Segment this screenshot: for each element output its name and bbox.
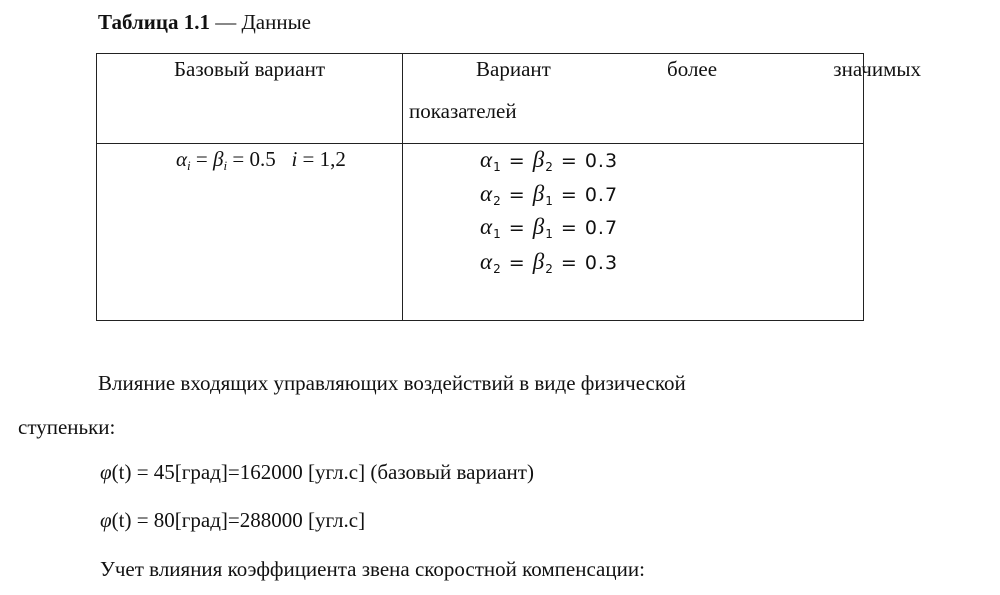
header-word-1: Вариант [476,57,551,81]
header-significant-variant [476,57,921,82]
alpha-symbol: α [480,147,494,172]
index-range: = 1,2 [297,147,346,171]
variant-formula-1: $\alpha_1 = \beta_2 = 0.3$ [480,147,619,174]
beta-subscript: i [223,158,228,173]
phi-value: = 45 [131,460,175,484]
paragraph-compensation: Учет влияния коэффициента звена скоростной компенсации: [100,557,645,581]
beta-subscript: 2 [545,262,554,276]
caption-title: — Данные [209,10,312,34]
variant-formula-3: $\alpha_1 = \beta_1 = 0.7$ [480,214,619,241]
beta-symbol: β [532,214,546,239]
beta-symbol: β [532,181,546,206]
table-border-left [96,53,97,321]
alpha-subscript: 1 [493,227,502,241]
variant-value: 0.3 [584,150,619,172]
table-border-bottom [96,320,864,321]
alpha-subscript: i [187,158,191,173]
beta-symbol: β [213,147,224,171]
alpha-subscript: 2 [493,262,502,276]
beta-subscript: 1 [545,227,554,241]
beta-subscript: 2 [545,160,554,174]
table-column-divider [402,53,403,321]
variant-value: 0.7 [584,217,619,239]
index-symbol: i [291,147,298,171]
formula-rest: [град]=288000 [угл.с] [174,508,366,532]
equals-sign: = [190,147,213,171]
paragraph-influence-line2: ступеньки: [18,415,116,439]
phi-argument: (t) [111,460,132,484]
header-word-3: значимых [833,57,921,81]
variant-formula-4: $\alpha_2 = \beta_2 = 0.3$ [480,249,619,276]
header-base-variant: Базовый вариант [174,57,325,81]
formula-phi-45 [100,460,534,485]
alpha-subscript: 2 [493,194,502,208]
beta-symbol: β [532,147,546,172]
table-caption [98,10,311,35]
phi-symbol: φ [100,460,112,484]
formula-phi-80 [100,508,365,533]
table-border-right [863,53,864,321]
table-border-top [96,53,864,54]
header-word-2: более [667,57,718,81]
paragraph-influence-line1: Влияние входящих управляющих воздействий в виде физической [98,371,686,395]
phi-argument: (t) [111,508,132,532]
caption-number: Таблица 1.1 [98,10,210,34]
variant-value: 0.7 [584,184,619,206]
equals-sign: = [227,147,250,171]
alpha-symbol: α [176,147,188,171]
base-variant-formula [176,147,346,174]
alpha-symbol: α [480,181,494,206]
base-value: 0.5 [249,147,276,171]
alpha-symbol: α [480,214,494,239]
beta-symbol: β [532,249,546,274]
variant-value: 0.3 [584,252,619,274]
phi-value: = 80 [131,508,175,532]
data-table [96,53,921,321]
table-header-divider [96,143,864,144]
beta-subscript: 1 [545,194,554,208]
formula-rest: [град]=162000 [угл.с] (базовый вариант) [174,460,534,484]
alpha-subscript: 1 [493,160,502,174]
header-significant-variant-line2: показателей [409,99,517,123]
phi-symbol: φ [100,508,112,532]
alpha-symbol: α [480,249,494,274]
variant-formula-2: $\alpha_2 = \beta_1 = 0.7$ [480,181,619,208]
